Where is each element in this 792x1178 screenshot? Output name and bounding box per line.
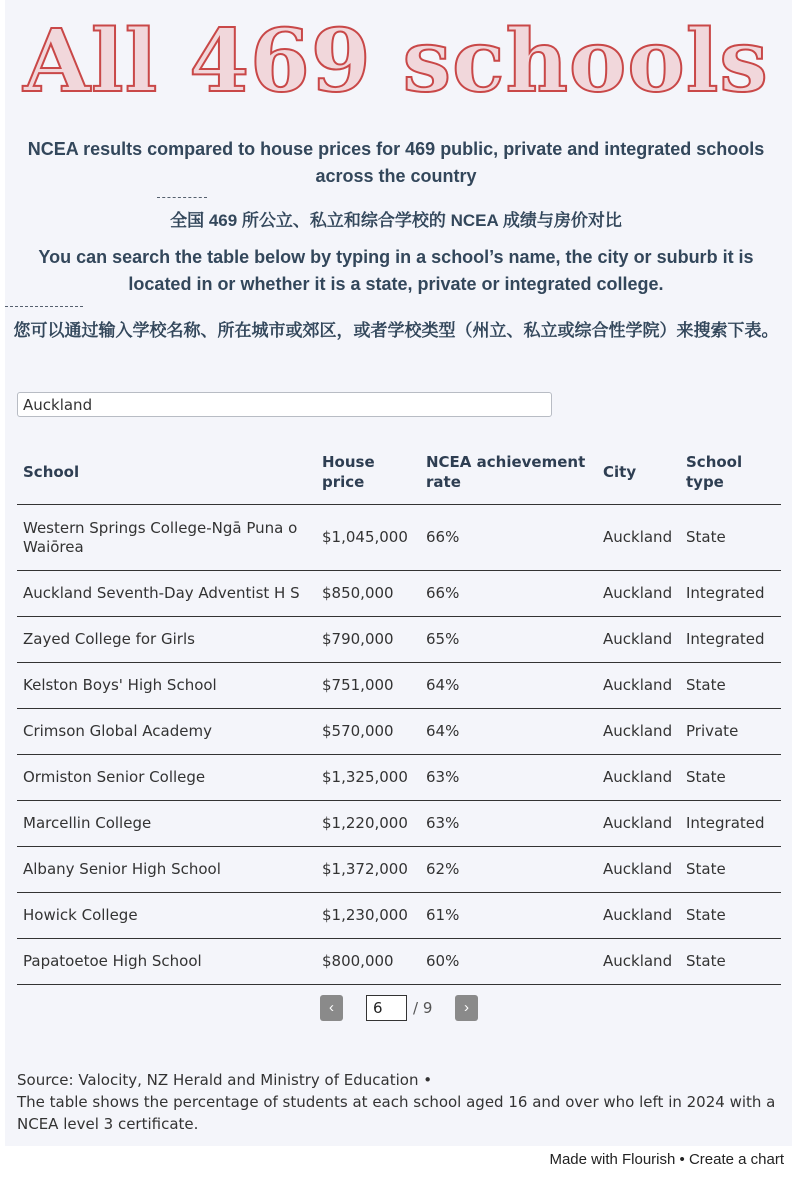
cell-school: Zayed College for Girls [17, 617, 316, 663]
table-row [17, 709, 781, 755]
cell-price: $790,000 [316, 617, 420, 663]
cell-type: State [680, 939, 781, 985]
search-input[interactable] [17, 392, 552, 417]
cell-school: Kelston Boys' High School [17, 663, 316, 709]
cell-type: State [680, 755, 781, 801]
column-header-school[interactable]: School [17, 440, 316, 505]
footer-notes [17, 1069, 787, 1135]
table-row [17, 617, 781, 663]
create-chart-link[interactable]: Create a chart [688, 1151, 784, 1168]
cell-city: Auckland [597, 663, 680, 709]
cell-ncea: 65% [420, 617, 597, 663]
subtitle-english: NCEA results compared to house prices for 469 public, private and integrated schools across the country [27, 139, 765, 186]
chevron-left-icon: ‹ [329, 999, 334, 1016]
previous-page-button[interactable] [320, 995, 343, 1021]
page-total: / 9 [413, 999, 433, 1017]
cell-city: Auckland [597, 755, 680, 801]
cell-school: Albany Senior High School [17, 847, 316, 893]
table-row [17, 571, 781, 617]
table-row [17, 939, 781, 985]
cell-ncea: 66% [420, 505, 597, 571]
column-header-school-type[interactable]: School type [680, 440, 781, 505]
cell-school: Howick College [17, 893, 316, 939]
pagination [320, 995, 480, 1021]
schools-table [17, 440, 781, 985]
table-row [17, 893, 781, 939]
page-title: All 469 schools [23, 11, 769, 112]
table-header-row [17, 440, 781, 505]
cell-price: $1,045,000 [316, 505, 420, 571]
divider [5, 306, 83, 307]
cell-price: $800,000 [316, 939, 420, 985]
cell-price: $1,220,000 [316, 801, 420, 847]
cell-type: State [680, 847, 781, 893]
cell-city: Auckland [597, 847, 680, 893]
table-row [17, 755, 781, 801]
credit-separator: • [675, 1151, 689, 1168]
instructions-chinese: 您可以通过输入学校名称、所在城市或郊区，或者学校类型（州立、私立或综合性学院）来搜索下表。 [13, 321, 779, 340]
cell-ncea: 63% [420, 755, 597, 801]
cell-type: Integrated [680, 617, 781, 663]
page-number-input[interactable] [366, 995, 407, 1021]
cell-type: State [680, 505, 781, 571]
cell-price: $1,230,000 [316, 893, 420, 939]
cell-school: Auckland Seventh-Day Adventist H S [17, 571, 316, 617]
title-banner [0, 6, 792, 118]
cell-ncea: 64% [420, 709, 597, 755]
instructions-english: You can search the table below by typing in a school’s name, the city or suburb it is located in or whether it is a state, private or integrated college. [38, 247, 754, 294]
cell-type: Integrated [680, 571, 781, 617]
cell-type: Integrated [680, 801, 781, 847]
cell-school: Ormiston Senior College [17, 755, 316, 801]
cell-city: Auckland [597, 709, 680, 755]
cell-school: Papatoetoe High School [17, 939, 316, 985]
cell-price: $570,000 [316, 709, 420, 755]
table-row [17, 663, 781, 709]
table-row [17, 801, 781, 847]
cell-school: Marcellin College [17, 801, 316, 847]
method-note: The table shows the percentage of students at each school aged 16 and over who left in 2024 with a NCEA level 3 certificate. [17, 1093, 776, 1133]
cell-ncea: 63% [420, 801, 597, 847]
cell-type: State [680, 893, 781, 939]
cell-price: $850,000 [316, 571, 420, 617]
cell-ncea: 62% [420, 847, 597, 893]
cell-city: Auckland [597, 505, 680, 571]
cell-ncea: 60% [420, 939, 597, 985]
divider [157, 197, 207, 198]
cell-type: State [680, 663, 781, 709]
cell-type: Private [680, 709, 781, 755]
column-header-city[interactable]: City [597, 440, 680, 505]
made-with-flourish-link[interactable]: Made with Flourish [549, 1151, 676, 1168]
next-page-button[interactable] [455, 995, 478, 1021]
table-row [17, 847, 781, 893]
cell-city: Auckland [597, 893, 680, 939]
cell-price: $751,000 [316, 663, 420, 709]
subtitle-chinese: 全国 469 所公立、私立和综合学校的 NCEA 成绩与房价对比 [170, 211, 622, 230]
table-row [17, 505, 781, 571]
chevron-right-icon: › [464, 999, 469, 1016]
cell-school: Western Springs College-Ngā Puna o Waiōrea [17, 505, 316, 571]
cell-city: Auckland [597, 801, 680, 847]
cell-city: Auckland [597, 617, 680, 663]
cell-city: Auckland [597, 939, 680, 985]
flourish-credit [549, 1151, 784, 1168]
cell-ncea: 61% [420, 893, 597, 939]
cell-ncea: 66% [420, 571, 597, 617]
source-note: Source: Valocity, NZ Herald and Ministry of Education • [17, 1071, 433, 1089]
cell-ncea: 64% [420, 663, 597, 709]
cell-school: Crimson Global Academy [17, 709, 316, 755]
cell-city: Auckland [597, 571, 680, 617]
cell-price: $1,372,000 [316, 847, 420, 893]
column-header-ncea[interactable]: NCEA achievement rate [420, 440, 597, 505]
cell-price: $1,325,000 [316, 755, 420, 801]
column-header-house-price[interactable]: House price [316, 440, 420, 505]
